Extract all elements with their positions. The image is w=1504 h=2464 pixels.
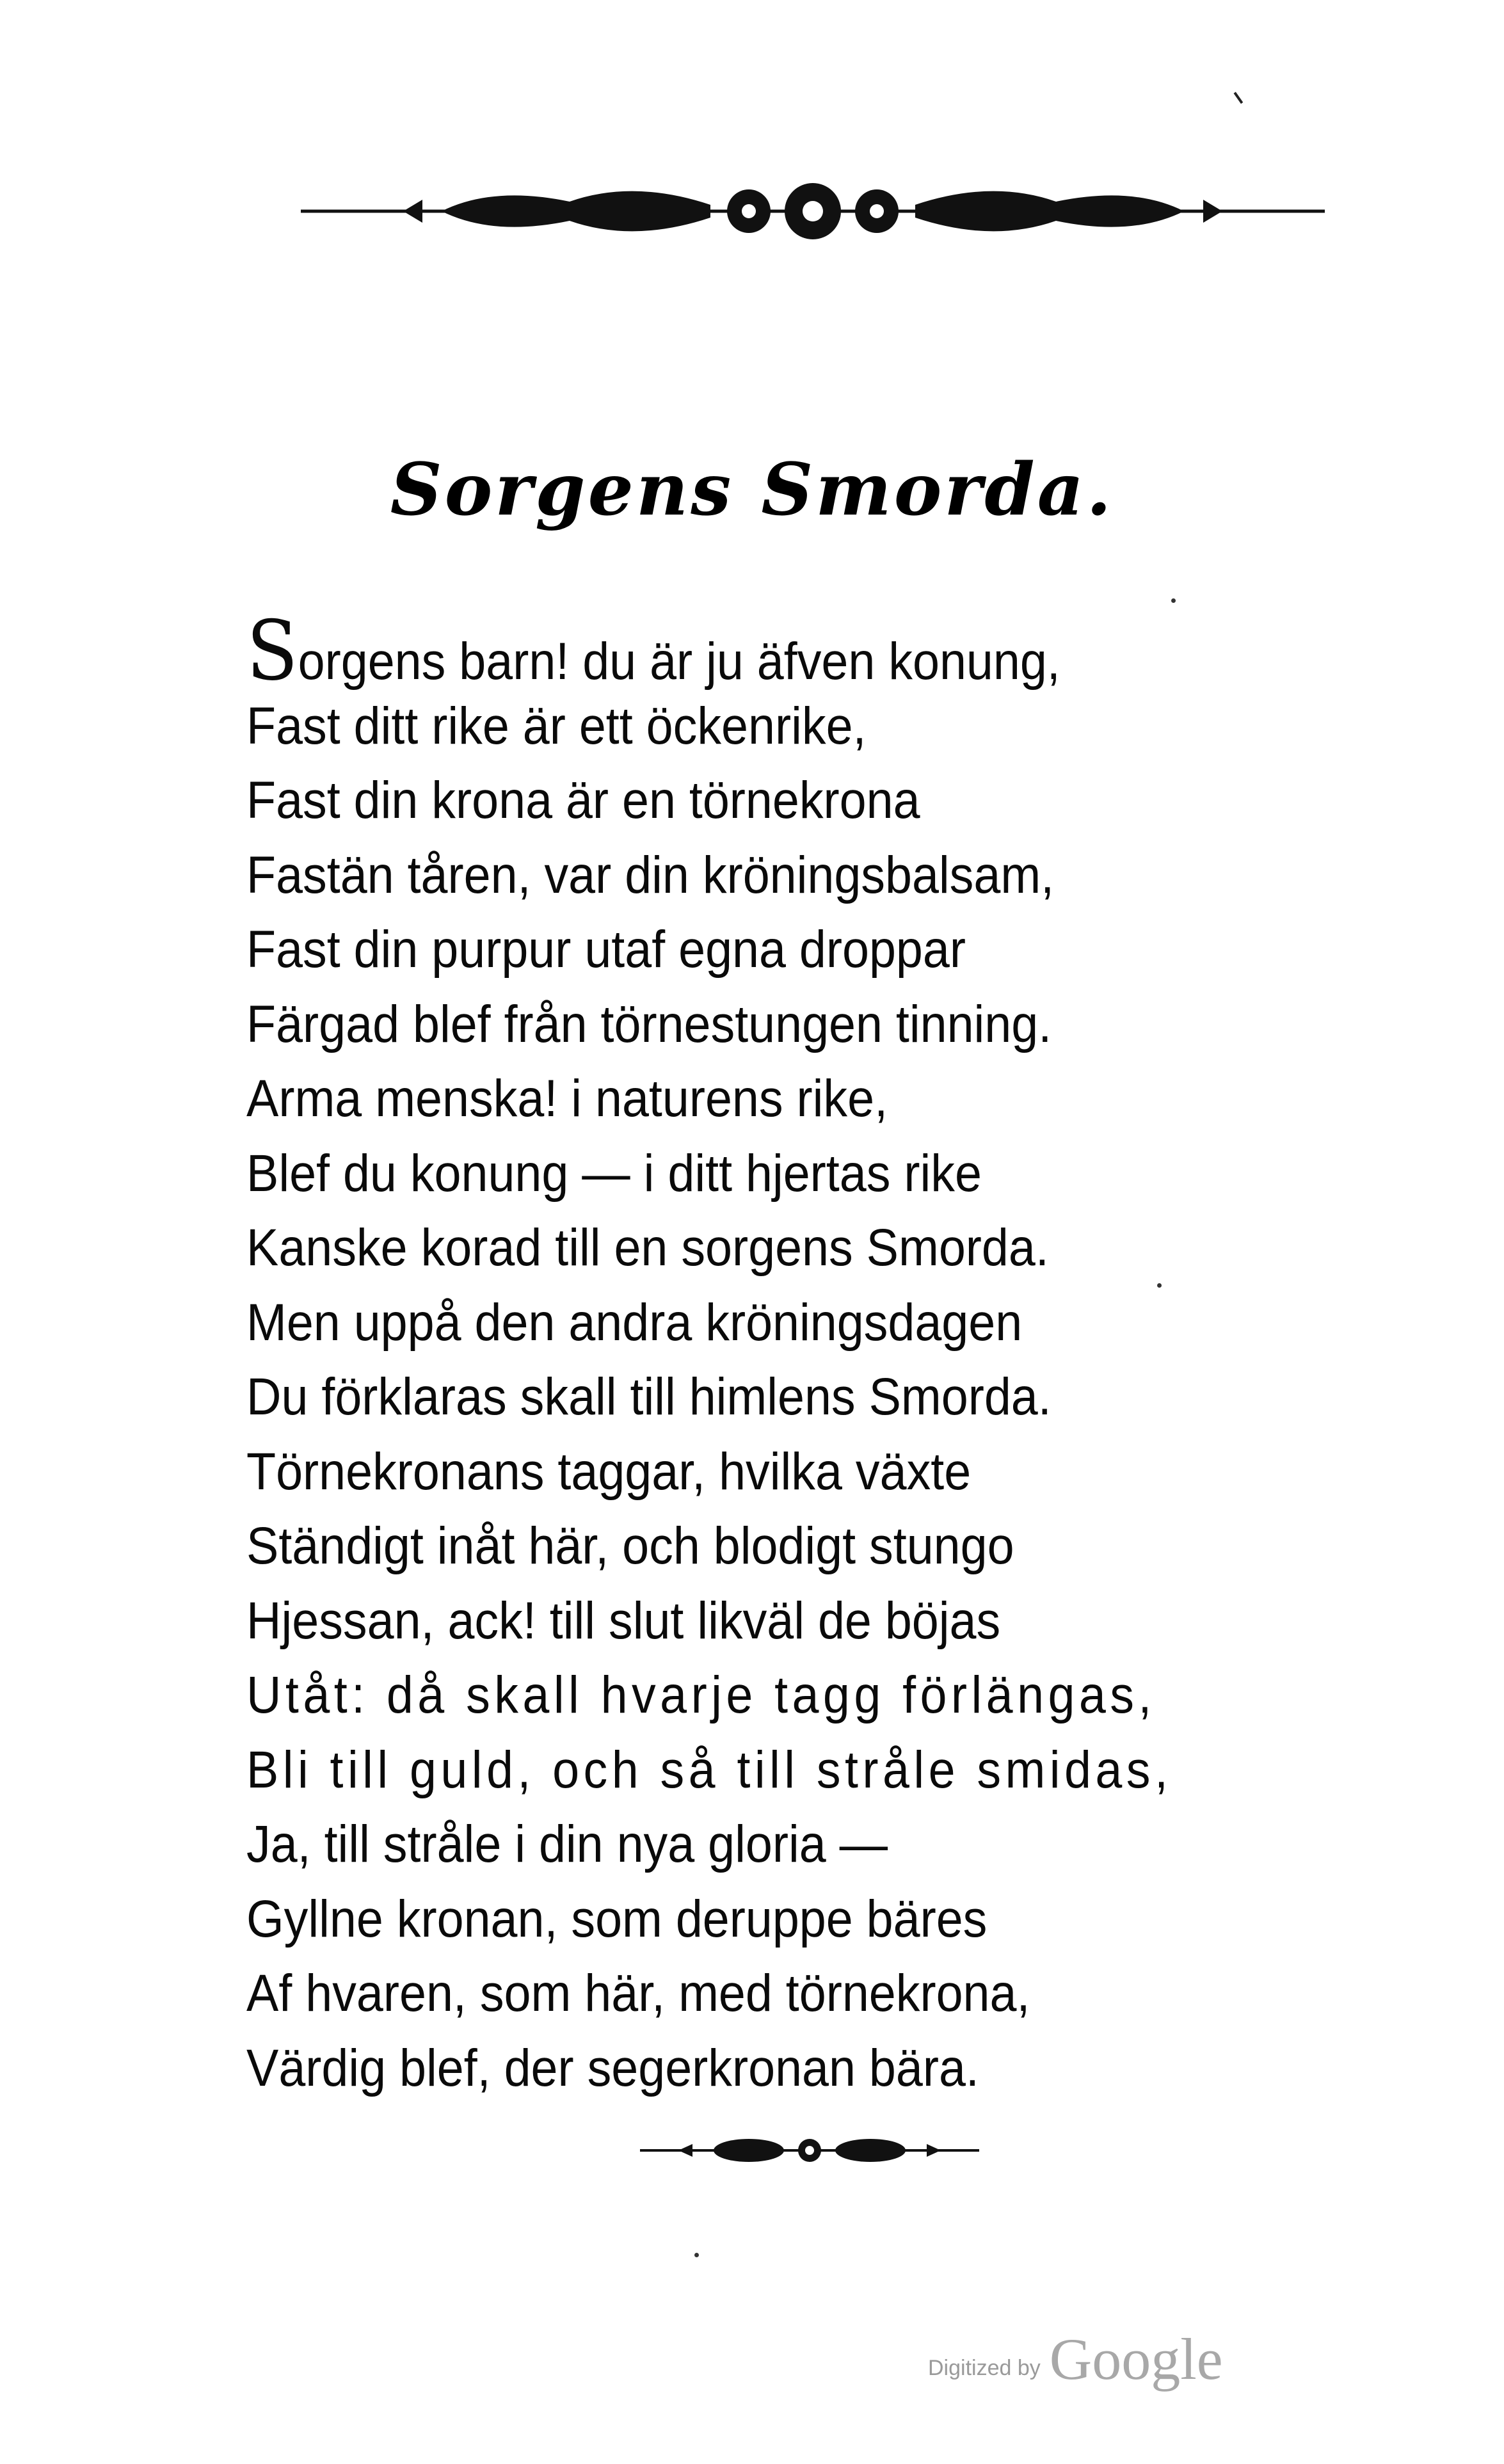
stray-dot [694, 2253, 699, 2257]
poem-title: Sorgens Smorda. [390, 448, 1114, 532]
poem-line: Värdig blef, der segerkronan bära. [246, 2038, 979, 2097]
stray-dot [1157, 1283, 1162, 1288]
poem-line: Fast ditt rike är ett öckenrike, [246, 696, 867, 755]
google-logo: Google [1049, 2326, 1223, 2392]
poem-line: Fastän tåren, var din kröningsbalsam, [246, 845, 1055, 904]
poem-line: Arma menska! i naturens rike, [246, 1069, 888, 1128]
poem-line: Af hvaren, som här, med törnekrona, [246, 1964, 1030, 2022]
poem-line: Gyllne kronan, som deruppe bäres [246, 1889, 988, 1948]
poem-line: Kanske korad till en sorgens Smorda. [246, 1219, 1049, 1277]
poem-body [246, 604, 1302, 2106]
poem-line: Färgad blef från törnestungen tinning. [246, 995, 1052, 1053]
poem-line: Bli till guld, och så till stråle smidas, [246, 1740, 1172, 1799]
poem-line: Fast din krona är en törnekrona [246, 771, 920, 829]
poem-line: Men uppå den andra kröningsdagen [246, 1293, 1023, 1352]
stray-dot [1171, 598, 1176, 603]
poem-line: Blef du konung — i ditt hjertas rike [246, 1144, 982, 1203]
poem-line: Sorgens barn! du är ju äfven konung, [246, 604, 1060, 699]
stray-mark [1234, 88, 1249, 104]
small-ornament-icon [640, 2128, 979, 2173]
poem-line: Fast din purpur utaf egna droppar [246, 920, 966, 979]
digitized-watermark [928, 2326, 1223, 2392]
watermark-prefix: Digitized by [928, 2356, 1041, 2380]
poem-line: Ja, till stråle i din nya gloria — [246, 1815, 888, 1873]
ornamental-rule-icon [301, 166, 1325, 256]
poem-line: Utåt: då skall hvarje tagg förlängas, [246, 1666, 1156, 1724]
poem-line: Hjessan, ack! till slut likväl de böjas [246, 1591, 1001, 1650]
poem-line: Ständigt inåt här, och blodigt stungo [246, 1517, 1014, 1575]
poem-line: Du förklaras skall till himlens Smorda. [246, 1368, 1052, 1426]
poem-line: Törnekronans taggar, hvilka växte [246, 1442, 972, 1501]
